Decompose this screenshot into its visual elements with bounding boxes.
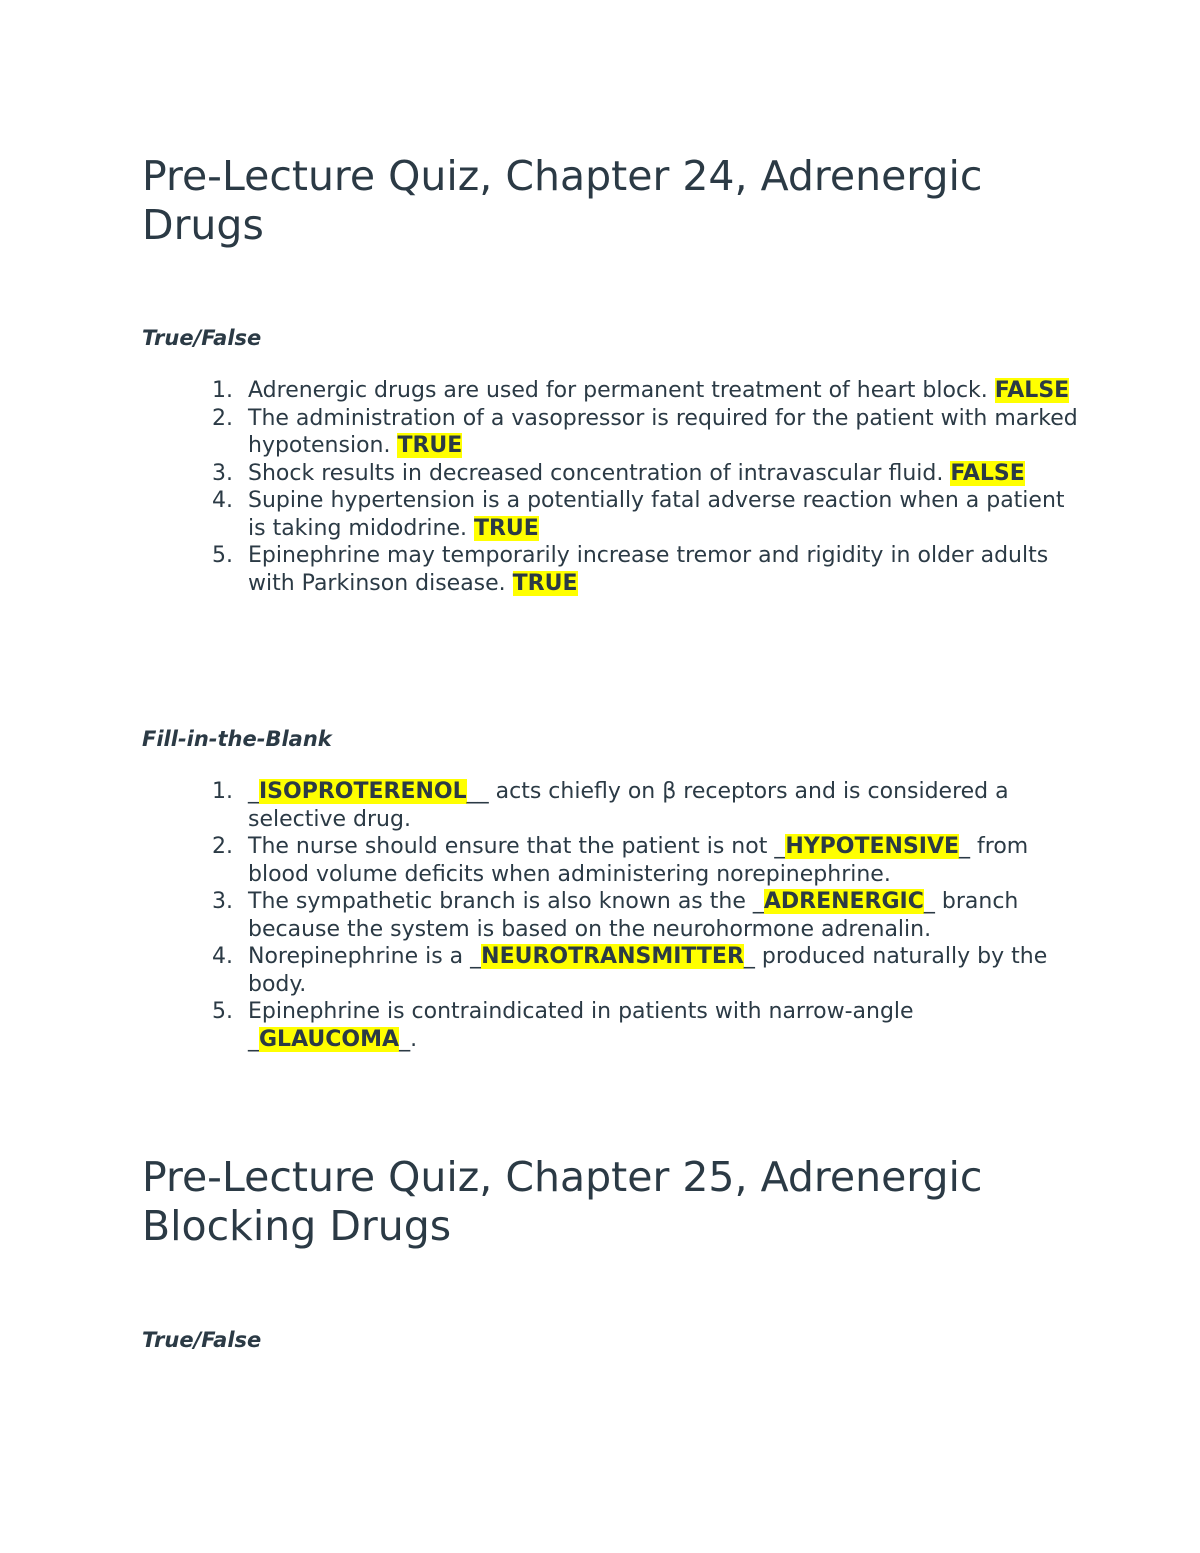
question-suffix: __ acts chiefly on β receptors and is considered a selective drug. (248, 779, 1009, 832)
question-text: Shock results in decreased concentration of intravascular fluid. (248, 460, 951, 486)
question-prefix: The nurse should ensure that the patient is not _ (248, 834, 786, 859)
item-number: 2. (212, 405, 233, 431)
item-number: 5. (212, 999, 233, 1024)
item-number: 1. (212, 378, 233, 403)
question-text: Adrenergic drugs are used for permanent treatment of heart block. (248, 378, 995, 403)
question-prefix: Norepinephrine is a _ (248, 944, 482, 969)
true-false-list (212, 377, 1078, 597)
answer-highlight: TRUE (512, 570, 578, 596)
answer-highlight: HYPOTENSIVE (785, 834, 960, 859)
question-text: Epinephrine may temporarily increase tremor and rigidity in older adults with Parkinson disease. (248, 543, 1049, 596)
answer-highlight: FALSE (950, 460, 1025, 486)
answer-highlight: TRUE (397, 433, 463, 458)
list-item (212, 487, 1078, 542)
list-item (212, 377, 1078, 405)
question-prefix: Epinephrine is contraindicated in patients with narrow-angle _ (248, 999, 914, 1052)
list-item (212, 542, 1078, 597)
true-false-heading-2: True/False (142, 1328, 262, 1352)
question-suffix: _ branch because the system is based on the neurohormone adrenalin. (248, 889, 1019, 942)
answer-highlight: TRUE (473, 515, 539, 541)
chapter-25-title: Pre-Lecture Quiz, Chapter 25, Adrenergic Blocking Drugs (142, 1153, 983, 1250)
list-item (212, 943, 1078, 998)
answer-highlight: GLAUCOMA (259, 1026, 400, 1052)
list-item (212, 998, 1078, 1053)
true-false-heading: True/False (142, 326, 262, 350)
question-prefix: _ (248, 779, 259, 804)
question-suffix: _ from blood volume deficits when administering norepinephrine. (248, 834, 1029, 887)
list-item (212, 778, 1078, 833)
list-item (212, 460, 1078, 488)
answer-highlight: ADRENERGIC (763, 889, 924, 914)
item-number: 4. (212, 488, 233, 513)
item-number: 2. (212, 834, 233, 859)
fill-in-the-blank-heading: Fill-in-the-Blank (142, 727, 332, 751)
item-number: 4. (212, 944, 233, 969)
question-text: The administration of a vasopressor is required for the patient with marked hypotension. (248, 405, 1078, 458)
list-item (212, 405, 1078, 460)
chapter-24-title: Pre-Lecture Quiz, Chapter 24, Adrenergic Drugs (142, 152, 983, 249)
item-number: 5. (212, 543, 233, 568)
answer-highlight: NEUROTRANSMITTER (481, 944, 744, 969)
question-prefix: The sympathetic branch is also known as the _ (248, 889, 764, 914)
answer-highlight: FALSE (994, 378, 1070, 403)
question-suffix: _. (399, 1026, 418, 1052)
question-text: Supine hypertension is a potentially fatal adverse reaction when a patient is taking midodrine. (248, 488, 1065, 541)
answer-highlight: ISOPROTERENOL (259, 779, 467, 804)
question-suffix: _ produced naturally by the body. (248, 944, 1048, 997)
item-number: 1. (212, 779, 233, 804)
item-number: 3. (212, 460, 233, 486)
list-item (212, 833, 1078, 888)
item-number: 3. (212, 889, 233, 914)
fill-in-the-blank-list (212, 778, 1078, 1053)
list-item (212, 888, 1078, 943)
